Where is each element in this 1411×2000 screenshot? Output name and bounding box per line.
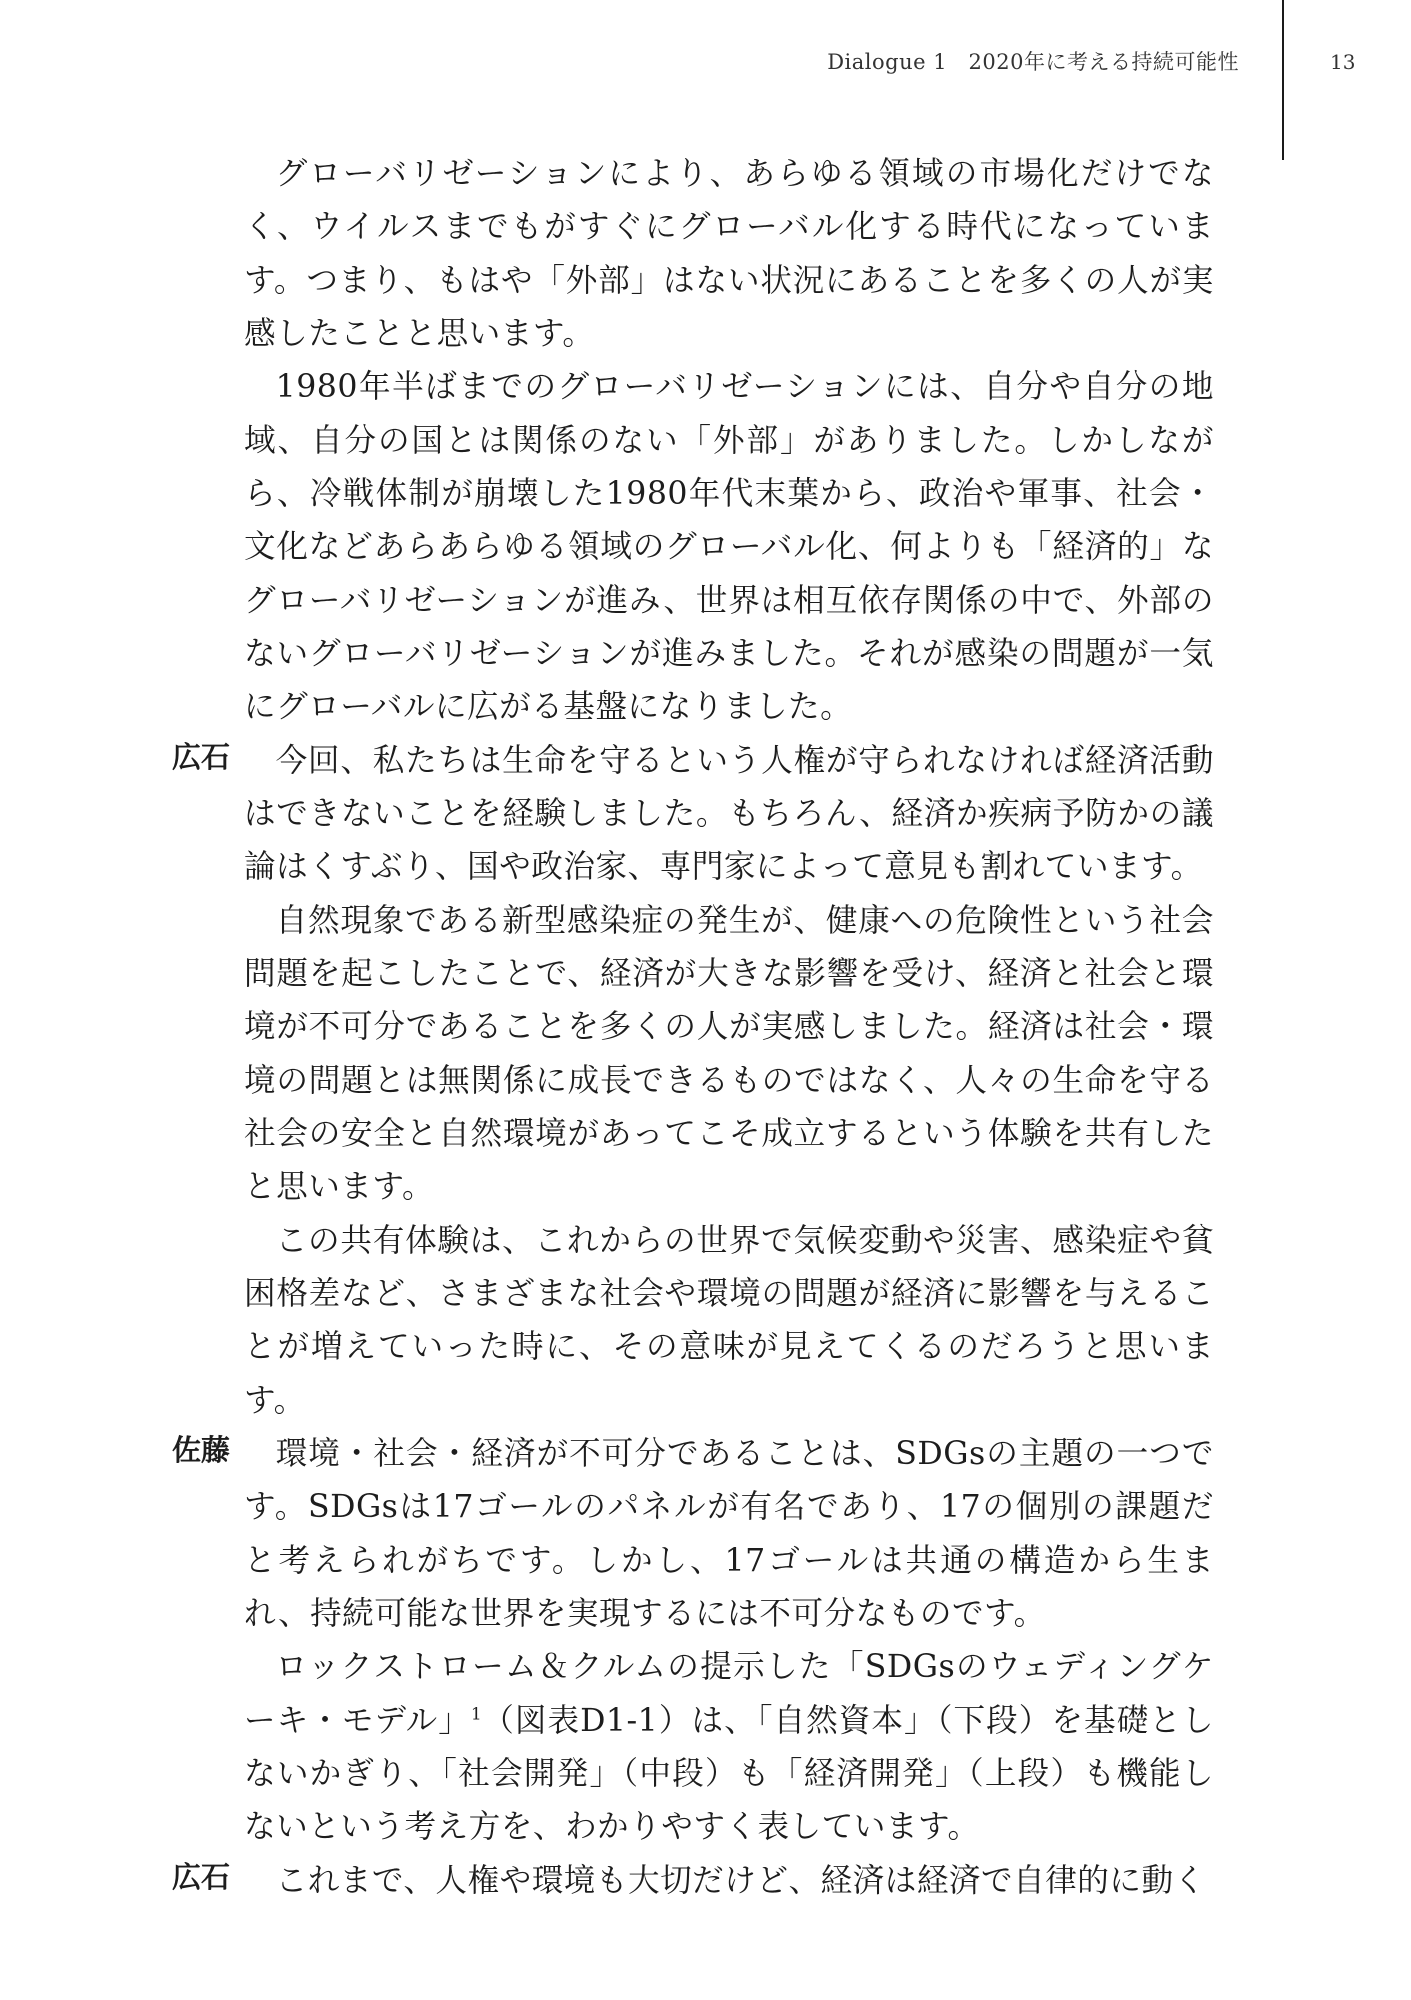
paragraph: この共有体験は、これからの世界で気候変動や災害、感染症や貧困格差など、さまざまな社会や環境の問題が経済に影響を与えることが増えていった時に、その意味が見えてくるのだろうと思います。 [244,1222,1214,1419]
body-text [172,148,1215,1908]
speaker-name: 広石 [172,1859,231,1894]
page-number: 13 [1330,50,1356,74]
dialogue-turn [172,735,1214,895]
paragraph: 今回、私たちは生命を守るという人権が守られなければ経済活動はできないことを経験しました。もちろん、経済か疾病予防かの議論はくすぶり、国や政治家、専門家によって意見も割れています。 [244,742,1214,886]
dialogue-turn [172,1428,1214,1641]
paragraph: 自然現象である新型感染症の発生が、健康への危険性という社会問題を起こしたことで、経済が大きな影響を受け、経済と社会と環境が不可分であることを多くの人が実感しました。経済は社会・環境の問題とは無関係に成長できるものではなく、人々の生命を守る社会の安全と自然環境があってこそ成立するという体験を共有したと思います。 [244,902,1214,1206]
header-divider [1282,0,1284,160]
running-title: Dialogue 1 2020年に考える持続可能性 [827,50,1239,74]
paragraph [244,1641,1214,1854]
dialogue-turn [172,1855,1214,1908]
running-header [0,40,1411,120]
paragraph-text: （図表D1-1）は、「自然資本」（下段）を基礎としないかぎり、「社会開発」（中段）も「経済開発」（上段）も機能しないという考え方を、わかりやすく表しています。 [244,1702,1215,1846]
paragraph: 1980年半ばまでのグローバリゼーションには、自分や自分の地域、自分の国とは関係のない「外部」がありました。しかしながら、冷戦体制が崩壊した1980年代末葉から、政治や軍事、社会・文化などあらあらゆる領域のグローバル化、何よりも「経済的」なグローバリゼーションが進み、世界は相互依存関係の中で、外部のないグローバリゼーションが進みました。それが感染の問題が一気にグローバルに広がる基盤になりました。 [244,369,1214,726]
speaker-name: 広石 [172,739,231,774]
speaker-name: 佐藤 [172,1432,231,1467]
paragraph: これまで、人権や環境も大切だけど、経済は経済で自律的に動く [275,1862,1206,1899]
paragraph: 環境・社会・経済が不可分であることは、SDGsの主題の一つです。SDGsは17ゴールのパネルが有名であり、17の個別の課題だと考えられがちです。しかし、17ゴールは共通の構造から生まれ、持続可能な世界を実現するには不可分なものです。 [244,1435,1214,1632]
footnote-marker[interactable]: 1 [470,1703,482,1724]
paragraph: グローバリゼーションにより、あらゆる領域の市場化だけでなく、ウイルスまでもがすぐにグローバル化する時代になっています。つまり、もはや「外部」はない状況にあることを多くの人が実感したことと思います。 [244,156,1214,352]
paragraph-text: ロックストローム＆クルムの提示した「SDGsのウェディングケーキ・モデル」 [244,1649,1214,1739]
